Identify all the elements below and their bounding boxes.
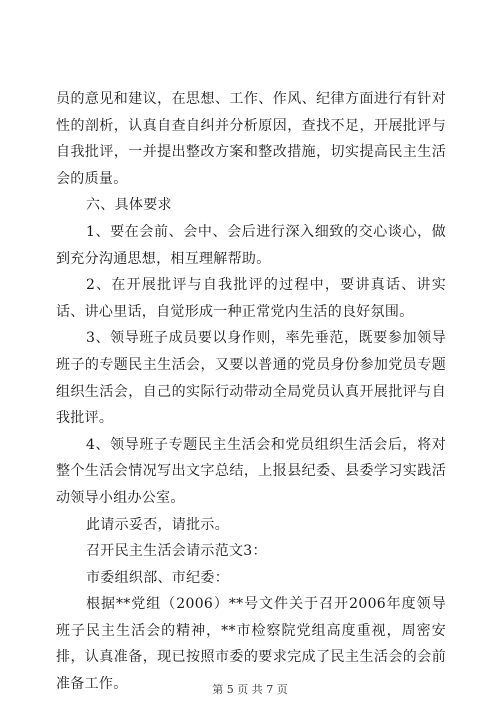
page-number-footer: 第 5 页 共 7 页 [212, 683, 288, 696]
closing-line: 此请示妥否，请批示。 [86, 516, 229, 533]
document-body [56, 86, 446, 698]
section-heading: 六、具体要求 [86, 197, 172, 214]
paragraph-continuation: 员的意见和建议，在思想、工作、作风、纪律方面进行有针对性的剖析，认真自查自纠并分析原因，查找不足，开展批评与自我批评，一并提出整改方案和整改措施，切实提高民主生活会的质量。 [56, 91, 446, 187]
requirement-item-4: 4、领导班子专题民主生活会和党员组织生活会后，将对整个生活会情况写出文字总结，上报县纪委、县委学习实践活动领导小组办公室。 [56, 436, 446, 506]
paragraph-body: 根据**党组（2006）**号文件关于召开2006年度领导班子民主生活会的精神，**市检察院党组高度重视，周密安排，认真准备，现已按照市委的要求完成了民主生活会的会前准备工作。 [56, 596, 446, 693]
requirement-item-2: 2、在开展批评与自我批评的过程中，要讲真话、讲实话、讲心里话，自觉形成一种正常党内生活的良好氛围。 [56, 277, 446, 320]
sample-title: 召开民主生活会请示范文3： [86, 543, 267, 560]
addressee: 市委组织部、市纪委： [86, 569, 229, 586]
requirement-item-1: 1、要在会前、会中、会后进行深入细致的交心谈心，做到充分沟通思想，相互理解帮助。 [56, 223, 446, 267]
requirement-item-3: 3、领导班子成员要以身作则，率先垂范，既要参加领导班子的专题民主生活会，又要以普通的党员身份参加党员专题组织生活会，自己的实际行动带动全局党员认真开展批评与自我批评。 [56, 330, 446, 427]
